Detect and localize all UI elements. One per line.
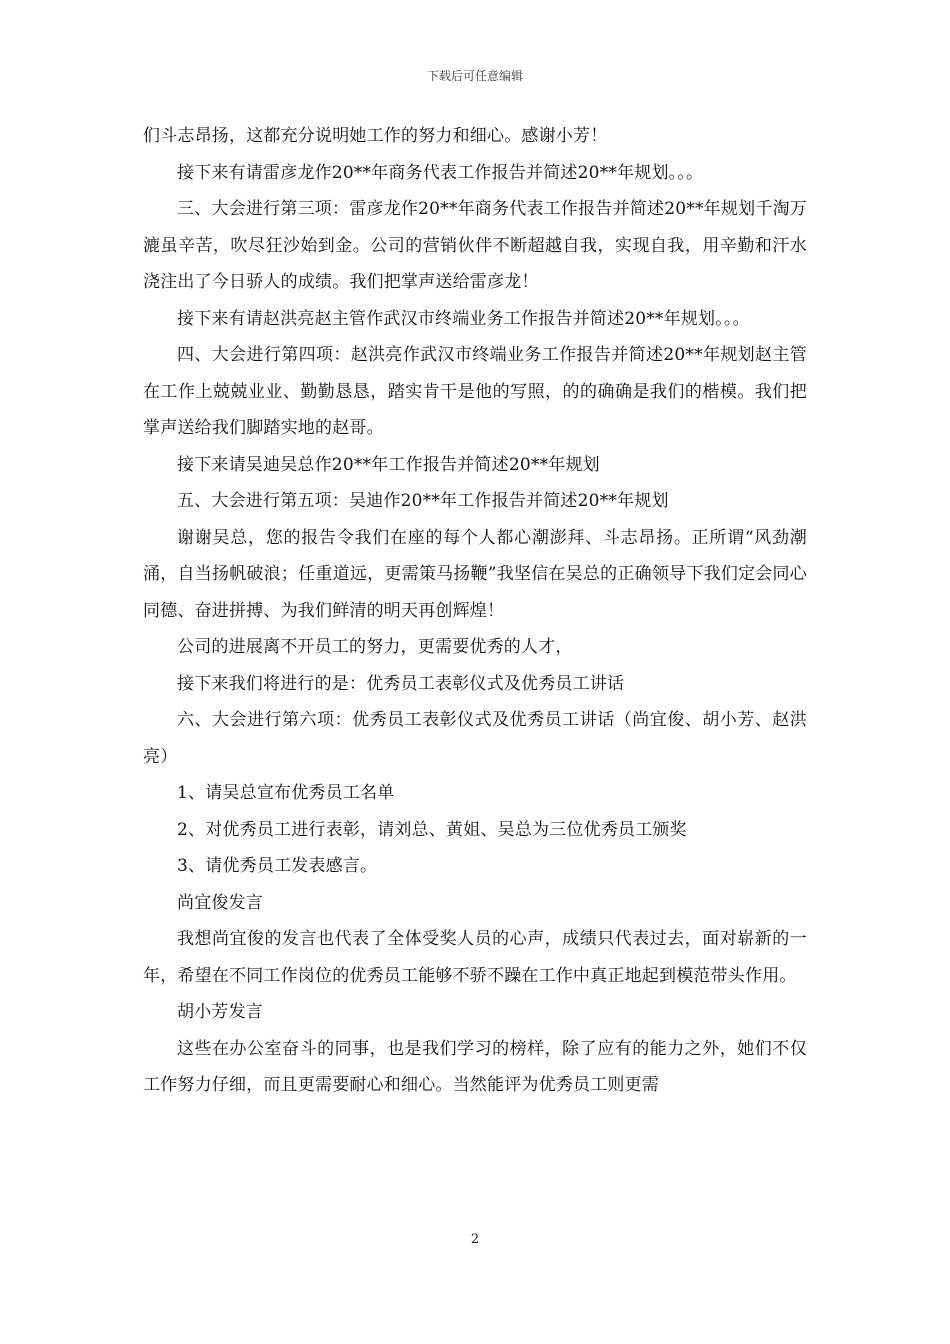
paragraph: 我想尚宜俊的发言也代表了全体受奖人员的心声，成绩只代表过去，面对崭新的一年，希望在不同工作岗位的优秀员工能够不骄不躁在工作中真正地起到模范带头作用。 bbox=[143, 929, 807, 986]
speaker-heading: 尚宜俊发言 bbox=[177, 892, 263, 913]
page-header: 下载后可任意编辑 bbox=[426, 69, 523, 83]
paragraph: 这些在办公室奋斗的同事，也是我们学习的榜样，除了应有的能力之外，她们不仅工作努力仔细，而且更需要耐心和细心。当然能评为优秀员工则更需 bbox=[143, 1038, 807, 1095]
paragraph: 谢谢吴总，您的报告令我们在座的每个人都心潮澎拜、斗志昂扬。正所谓“风劲潮涌，自当扬帆破浪；任重道远，更需策马扬鞭”我坚信在吴总的正确领导下我们定会同心同德、奋进拼搏、为我们鲜清的明天再创辉煌！ bbox=[143, 527, 807, 621]
page-number: 2 bbox=[470, 1232, 480, 1247]
paragraph: 公司的进展离不开员工的努力，更需要优秀的人才， bbox=[177, 637, 573, 657]
paragraph: 接下来请吴迪吴总作20**年工作报告并简述20**年规划 bbox=[177, 454, 600, 475]
document-body bbox=[143, 118, 807, 1104]
list-item: 2、对优秀员工进行表彰，请刘总、黄姐、吴总为三位优秀员工颁奖 bbox=[177, 819, 687, 840]
speaker-heading: 胡小芳发言 bbox=[177, 1002, 263, 1022]
list-item: 3、请优秀员工发表感言。 bbox=[177, 856, 378, 876]
paragraph: 五、大会进行第五项：吴迪作20**年工作报告并简述20**年规划 bbox=[177, 491, 669, 511]
paragraph: 接下来有请雷彦龙作20**年商务代表工作报告并简述20**年规划。。。 bbox=[177, 162, 704, 183]
paragraph: 三、大会进行第三项：雷彦龙作20**年商务代表工作报告并简述20**年规划千淘万漉虽辛苦，吹尽狂沙始到金。公司的营销伙伴不断超越自我，实现自我，用辛勤和汗水浇注出了今日骄人的成绩。我们把掌声送给雷彦龙！ bbox=[143, 199, 807, 292]
paragraph: 接下来有请赵洪亮赵主管作武汉市终端业务工作报告并简述20**年规划。。。 bbox=[177, 308, 750, 329]
paragraph: 四、大会进行第四项：赵洪亮作武汉市终端业务工作报告并简述20**年规划赵主管在工作上兢兢业业、勤勤恳恳，踏实肯干是他的写照，的的确确是我们的楷模。我们把掌声送给我们脚踏实地的赵哥。 bbox=[143, 345, 807, 438]
paragraph: 接下来我们将进行的是：优秀员工表彰仪式及优秀员工讲话 bbox=[177, 673, 625, 694]
paragraph: 六、大会进行第六项：优秀员工表彰仪式及优秀员工讲话（尚宜俊、胡小芳、赵洪亮） bbox=[143, 710, 807, 767]
paragraph: 们斗志昂扬，这都充分说明她工作的努力和细心。感谢小芳！ bbox=[143, 126, 608, 146]
list-item: 1、请吴总宣布优秀员工名单 bbox=[177, 783, 395, 803]
